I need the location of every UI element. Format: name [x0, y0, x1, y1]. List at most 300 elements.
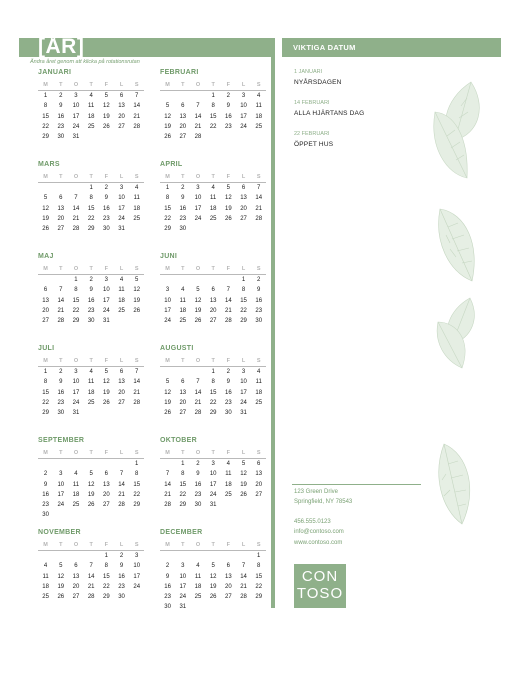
day-cell: 11	[179, 297, 186, 304]
month-calendar	[38, 343, 144, 418]
weekday-header: F	[104, 542, 109, 548]
weekday-header: O	[195, 174, 201, 180]
day-cell: 20	[118, 389, 125, 396]
day-cell: 23	[179, 215, 187, 222]
weekday-header: T	[89, 174, 93, 180]
day-cell: 16	[225, 389, 232, 396]
day-cell: 5	[226, 185, 231, 191]
day-cell: 20	[240, 205, 247, 212]
day-cell: 27	[240, 215, 247, 222]
day-cell: 3	[74, 93, 78, 99]
day-cell: 4	[119, 277, 124, 283]
day-cell: 8	[43, 103, 48, 110]
day-cell: 8	[74, 287, 78, 294]
month-calendar	[38, 67, 144, 142]
day-cell: 28	[118, 502, 125, 509]
weekday-header: T	[211, 266, 215, 272]
month-calendar	[160, 527, 266, 613]
day-cell: 22	[209, 399, 217, 406]
day-cell: 9	[59, 103, 63, 110]
day-cell: 16	[164, 583, 171, 590]
day-cell: 12	[209, 573, 217, 580]
day-cell: 10	[179, 573, 187, 580]
year-instruction: Ändra året genom att klicka på rotationsrutan	[30, 59, 140, 65]
day-cell: 29	[72, 318, 80, 325]
contact-phone: 456.555.0123	[294, 519, 331, 525]
day-cell: 14	[194, 113, 202, 120]
day-cell: 19	[103, 113, 110, 120]
day-cell: 12	[225, 195, 232, 202]
day-cell: 6	[43, 287, 48, 294]
empty-day	[160, 367, 175, 377]
day-cell: 12	[57, 573, 65, 580]
day-cell: 14	[194, 389, 202, 396]
day-cell: 12	[240, 471, 247, 478]
day-cell: 9	[119, 563, 124, 570]
day-cell: 18	[255, 389, 263, 396]
year-title[interactable]: [ÅR]	[38, 35, 85, 58]
day-cell: 29	[42, 134, 49, 141]
day-cell: 18	[194, 583, 202, 590]
day-cell: 10	[209, 471, 217, 478]
day-cell: 16	[57, 389, 65, 396]
day-cell: 13	[72, 573, 80, 580]
empty-day	[160, 275, 175, 285]
day-cell: 19	[209, 583, 217, 590]
day-cell: 1	[181, 461, 185, 467]
weekday-header: M	[43, 266, 48, 272]
day-cell: 2	[226, 93, 231, 99]
empty-day	[175, 551, 190, 561]
day-cell: 28	[255, 215, 263, 222]
empty-day	[160, 459, 175, 469]
day-cell: 6	[119, 93, 124, 99]
day-cell: 29	[255, 594, 263, 601]
day-cell: 30	[87, 318, 95, 325]
day-cell: 7	[74, 195, 78, 202]
day-cell: 12	[103, 379, 110, 386]
day-cell: 13	[255, 471, 263, 478]
day-cell: 6	[74, 563, 78, 570]
day-cell: 30	[225, 410, 232, 417]
day-cell: 2	[59, 93, 63, 99]
day-cell: 31	[118, 226, 125, 233]
empty-day	[99, 459, 114, 469]
day-cell: 3	[74, 369, 78, 375]
day-cell: 12	[133, 287, 141, 294]
day-cell: 26	[164, 410, 171, 417]
day-cell: 3	[211, 461, 215, 467]
day-cell: 30	[179, 226, 187, 233]
weekday-header: T	[181, 174, 185, 180]
day-cell: 13	[57, 205, 65, 212]
day-cell: 31	[103, 318, 110, 325]
day-cell: 1	[89, 185, 93, 191]
day-cell: 23	[103, 215, 110, 222]
day-cell: 23	[164, 594, 171, 601]
weekday-header: S	[256, 358, 261, 364]
empty-day	[53, 551, 68, 561]
day-cell: 5	[135, 277, 139, 283]
day-cell: 30	[103, 226, 110, 233]
weekday-header: S	[134, 542, 139, 548]
day-cell: 15	[240, 297, 247, 304]
weekday-header: S	[256, 174, 261, 180]
day-cell: 2	[257, 277, 261, 283]
day-cell: 11	[255, 103, 262, 110]
day-cell: 20	[42, 307, 49, 314]
day-cell: 9	[196, 471, 200, 478]
day-cell: 10	[72, 103, 80, 110]
day-cell: 7	[59, 287, 63, 294]
day-cell: 26	[103, 399, 110, 406]
day-cell: 7	[196, 103, 200, 110]
empty-day	[160, 91, 175, 101]
day-cell: 21	[255, 205, 263, 212]
day-cell: 22	[240, 307, 247, 314]
day-cell: 5	[196, 287, 200, 294]
day-cell: 3	[241, 93, 246, 99]
day-cell: 6	[181, 379, 185, 386]
day-cell: 7	[165, 471, 170, 478]
day-cell: 5	[104, 93, 109, 99]
day-cell: 17	[72, 389, 80, 396]
contact-divider	[292, 484, 421, 485]
day-cell: 1	[165, 185, 170, 191]
weekday-header: M	[43, 358, 48, 364]
day-cell: 23	[57, 123, 65, 130]
day-cell: 2	[43, 471, 48, 478]
day-cell: 28	[87, 594, 95, 601]
day-cell: 25	[42, 594, 49, 601]
day-cell: 21	[72, 215, 80, 222]
day-cell: 7	[119, 471, 124, 478]
day-cell: 3	[181, 563, 185, 570]
day-cell: 2	[181, 185, 185, 191]
day-cell: 21	[87, 583, 95, 590]
day-cell: 21	[194, 399, 202, 406]
day-cell: 8	[211, 379, 215, 386]
weekday-header: M	[165, 358, 170, 364]
day-cell: 9	[104, 195, 109, 202]
day-cell: 9	[89, 287, 93, 294]
day-cell: 21	[225, 307, 232, 314]
day-cell: 17	[164, 307, 171, 314]
day-cell: 30	[118, 594, 125, 601]
day-cell: 1	[135, 461, 139, 467]
weekday-header: T	[59, 450, 63, 456]
day-cell: 2	[89, 277, 93, 283]
day-cell: 6	[59, 195, 63, 202]
day-cell: 23	[87, 307, 95, 314]
day-cell: 17	[240, 113, 247, 120]
weekday-header: O	[195, 266, 201, 272]
weekday-header: T	[89, 450, 93, 456]
day-cell: 29	[179, 502, 187, 509]
weekday-header: L	[119, 542, 124, 548]
weekday-header: S	[256, 542, 261, 548]
weekday-header: L	[241, 82, 246, 88]
day-cell: 7	[241, 563, 246, 570]
day-cell: 7	[135, 369, 139, 375]
day-cell: 25	[209, 215, 217, 222]
day-cell: 12	[103, 103, 110, 110]
weekday-header: L	[241, 266, 246, 272]
day-cell: 1	[43, 369, 48, 375]
day-cell: 27	[118, 399, 125, 406]
day-cell: 24	[133, 583, 141, 590]
day-cell: 17	[179, 583, 187, 590]
day-cell: 27	[179, 134, 187, 141]
day-cell: 28	[194, 134, 202, 141]
day-cell: 25	[179, 318, 187, 325]
month-name: JANUARI	[38, 69, 72, 76]
empty-day	[190, 551, 205, 561]
empty-day	[206, 551, 221, 561]
day-cell: 24	[72, 399, 80, 406]
empty-day	[236, 551, 251, 561]
day-cell: 20	[118, 113, 125, 120]
day-cell: 10	[57, 481, 65, 488]
day-cell: 23	[57, 399, 65, 406]
weekday-header: S	[134, 450, 139, 456]
empty-day	[84, 551, 99, 561]
day-cell: 8	[89, 195, 93, 202]
day-cell: 26	[225, 215, 232, 222]
weekday-header: M	[165, 174, 170, 180]
weekday-header: F	[104, 174, 109, 180]
important-dates-title: VIKTIGA DATUM	[293, 43, 356, 52]
day-cell: 17	[240, 389, 247, 396]
day-cell: 3	[196, 185, 200, 191]
day-cell: 27	[42, 318, 49, 325]
day-cell: 18	[72, 491, 80, 498]
day-cell: 10	[118, 195, 125, 202]
day-cell: 28	[225, 318, 232, 325]
day-cell: 26	[103, 123, 110, 130]
day-cell: 13	[209, 297, 217, 304]
day-cell: 8	[165, 195, 170, 202]
day-cell: 23	[225, 123, 232, 130]
day-cell: 21	[240, 583, 247, 590]
day-cell: 31	[209, 502, 217, 509]
day-cell: 18	[133, 205, 141, 212]
day-cell: 2	[119, 553, 124, 559]
day-cell: 1	[257, 553, 261, 559]
day-cell: 22	[255, 583, 263, 590]
weekday-header: L	[241, 542, 246, 548]
empty-day	[190, 367, 205, 377]
day-cell: 29	[87, 226, 95, 233]
contact-website: www.contoso.com	[294, 540, 343, 546]
empty-day	[221, 551, 236, 561]
day-cell: 24	[57, 502, 65, 509]
day-cell: 9	[226, 103, 231, 110]
day-cell: 13	[118, 103, 125, 110]
day-cell: 4	[135, 185, 139, 191]
day-cell: 21	[133, 113, 141, 120]
day-cell: 10	[194, 195, 202, 202]
day-cell: 4	[211, 185, 215, 191]
day-cell: 5	[43, 195, 48, 202]
day-cell: 1	[74, 277, 78, 283]
day-cell: 15	[72, 297, 80, 304]
day-cell: 26	[87, 502, 95, 509]
day-cell: 14	[118, 481, 125, 488]
day-cell: 19	[87, 491, 95, 498]
day-cell: 26	[164, 134, 171, 141]
event-date: 14 FEBRUARI	[294, 100, 330, 106]
empty-day	[38, 183, 53, 193]
day-cell: 11	[88, 379, 95, 386]
day-cell: 26	[240, 491, 247, 498]
day-cell: 28	[164, 502, 171, 509]
day-cell: 24	[194, 215, 202, 222]
day-cell: 18	[118, 297, 125, 304]
month-name: NOVEMBER	[38, 529, 81, 536]
day-cell: 10	[133, 563, 141, 570]
day-cell: 24	[103, 307, 110, 314]
day-cell: 18	[87, 113, 95, 120]
day-cell: 25	[133, 215, 141, 222]
month-calendar	[160, 343, 266, 418]
weekday-header: F	[104, 450, 109, 456]
day-cell: 27	[225, 594, 232, 601]
month-calendar	[38, 435, 144, 521]
weekday-header: S	[134, 82, 139, 88]
day-cell: 22	[179, 491, 187, 498]
day-cell: 31	[179, 604, 187, 611]
weekday-header: O	[73, 450, 79, 456]
day-cell: 3	[104, 277, 109, 283]
weekday-header: T	[89, 542, 93, 548]
weekday-header: F	[104, 358, 109, 364]
day-cell: 24	[179, 594, 187, 601]
weekday-header: M	[43, 450, 48, 456]
weekday-header: T	[181, 542, 185, 548]
day-cell: 27	[179, 410, 187, 417]
weekday-header: F	[226, 266, 231, 272]
weekday-header: S	[134, 266, 139, 272]
contact-email: info@contoso.com	[294, 529, 344, 535]
empty-day	[68, 459, 83, 469]
day-cell: 4	[226, 461, 231, 467]
weekday-header: O	[73, 542, 79, 548]
day-cell: 17	[194, 205, 202, 212]
weekday-header: T	[89, 82, 93, 88]
weekday-header: L	[119, 358, 124, 364]
weekday-header: M	[165, 450, 170, 456]
day-cell: 14	[255, 195, 263, 202]
day-cell: 10	[240, 103, 247, 110]
day-cell: 16	[57, 113, 65, 120]
weekday-header: L	[119, 82, 124, 88]
day-cell: 11	[255, 379, 262, 386]
logo-line1: CON	[301, 568, 339, 585]
empty-day	[190, 91, 205, 101]
day-cell: 4	[89, 93, 93, 99]
day-cell: 1	[241, 277, 246, 283]
day-cell: 6	[119, 369, 124, 375]
day-cell: 8	[135, 471, 139, 478]
day-cell: 14	[164, 481, 171, 488]
day-cell: 8	[241, 287, 246, 294]
day-cell: 24	[118, 215, 125, 222]
weekday-header: O	[195, 358, 201, 364]
day-cell: 20	[103, 491, 110, 498]
day-cell: 20	[179, 123, 187, 130]
weekday-header: O	[195, 542, 201, 548]
day-cell: 27	[57, 226, 65, 233]
day-cell: 11	[42, 573, 49, 580]
day-cell: 5	[165, 379, 170, 386]
weekday-header: S	[256, 450, 261, 456]
month-name: AUGUSTI	[160, 345, 194, 352]
day-cell: 9	[165, 573, 170, 580]
day-cell: 18	[255, 113, 263, 120]
empty-day	[38, 459, 53, 469]
day-cell: 4	[196, 563, 200, 570]
empty-day	[38, 275, 53, 285]
day-cell: 17	[209, 481, 217, 488]
day-cell: 21	[133, 389, 141, 396]
day-cell: 13	[179, 389, 187, 396]
day-cell: 24	[240, 123, 247, 130]
empty-day	[190, 275, 205, 285]
day-cell: 11	[72, 481, 80, 488]
day-cell: 22	[164, 215, 171, 222]
day-cell: 11	[225, 471, 232, 478]
empty-day	[221, 275, 236, 285]
day-cell: 22	[103, 583, 110, 590]
weekday-header: T	[181, 266, 185, 272]
empty-day	[175, 367, 190, 377]
weekday-header: F	[104, 266, 109, 272]
day-cell: 25	[118, 307, 125, 314]
day-cell: 7	[257, 185, 261, 191]
day-cell: 20	[209, 307, 217, 314]
weekday-header: F	[104, 82, 109, 88]
weekday-header: M	[43, 542, 48, 548]
day-cell: 5	[104, 369, 109, 375]
day-cell: 14	[133, 379, 141, 386]
day-cell: 29	[103, 594, 110, 601]
day-cell: 11	[118, 287, 125, 294]
weekday-header: L	[119, 450, 124, 456]
day-cell: 10	[240, 379, 247, 386]
day-cell: 19	[194, 307, 202, 314]
day-cell: 25	[255, 399, 263, 406]
day-cell: 4	[257, 369, 261, 375]
day-cell: 23	[194, 491, 202, 498]
day-cell: 27	[72, 594, 80, 601]
day-cell: 30	[42, 512, 49, 519]
month-name: FEBRUARI	[160, 69, 199, 76]
weekday-header: M	[165, 266, 170, 272]
weekday-header: F	[226, 174, 231, 180]
day-cell: 14	[87, 573, 95, 580]
day-cell: 16	[103, 205, 110, 212]
day-cell: 13	[118, 379, 125, 386]
empty-day	[53, 459, 68, 469]
weekday-header: M	[43, 82, 48, 88]
weekday-header: O	[195, 82, 201, 88]
day-cell: 15	[42, 113, 49, 120]
day-cell: 16	[225, 113, 232, 120]
empty-day	[68, 551, 83, 561]
day-cell: 24	[209, 491, 217, 498]
day-cell: 12	[42, 205, 49, 212]
